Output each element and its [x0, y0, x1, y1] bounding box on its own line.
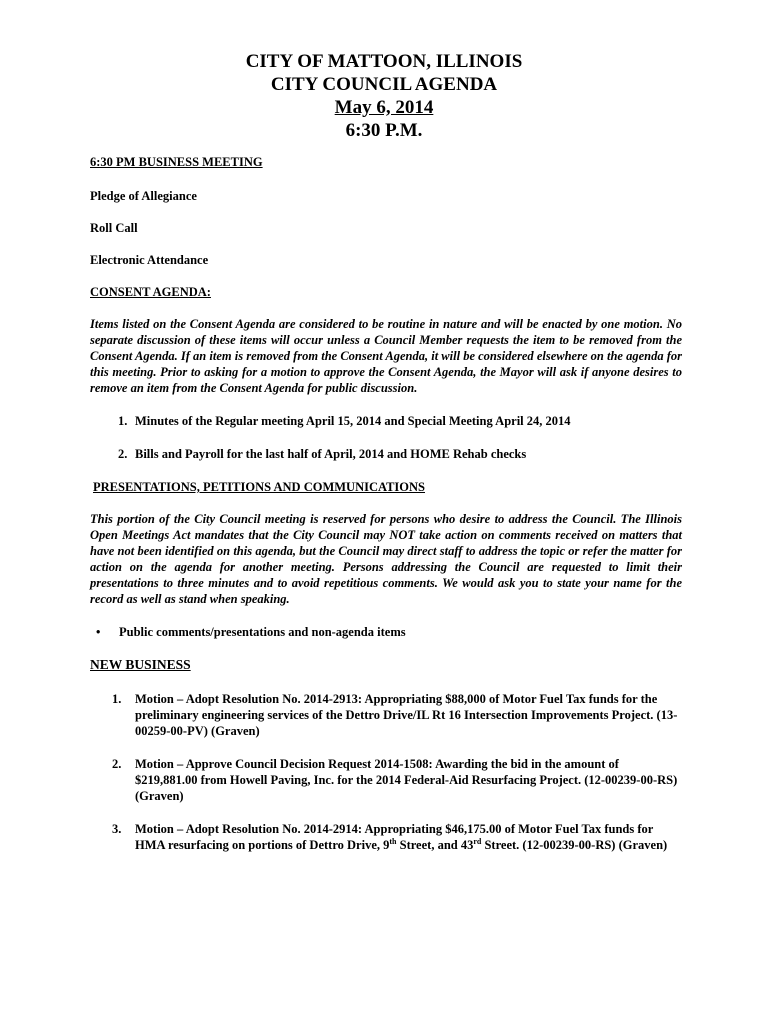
list-item: 2. Motion – Approve Council Decision Request 2014-1508: Awarding the bid in the amount of $219,881.00 from Howell Paving, Inc. for the 2014 Federal-Aid Resurfacing Project. (12-00239-00-RS) (Graven)	[112, 757, 678, 803]
business-meeting-heading: 6:30 PM BUSINESS MEETING	[90, 155, 263, 169]
new-business-heading: NEW BUSINESS	[90, 657, 191, 672]
list-item: 1. Minutes of the Regular meeting April 15, 2014 and Special Meeting April 24, 2014	[118, 414, 571, 428]
consent-agenda-heading: CONSENT AGENDA:	[90, 285, 211, 299]
new-business-list	[90, 691, 682, 853]
list-item: 1. Motion – Adopt Resolution No. 2014-2913: Appropriating $88,000 of Motor Fuel Tax funds for the preliminary engineering services of the Dettro Drive/IL Rt 16 Intersection Improvements Project. (13-00259-00-PV) (Graven)	[112, 692, 678, 738]
agenda-title: CITY COUNCIL AGENDA	[270, 74, 498, 95]
city-title: CITY OF MATTOON, ILLINOIS	[245, 51, 523, 72]
attendance-item: Electronic Attendance	[90, 253, 209, 267]
roll-call-item: Roll Call	[90, 221, 138, 235]
pledge-item: Pledge of Allegiance	[90, 189, 197, 203]
consent-agenda-list	[90, 413, 682, 462]
meeting-date: May 6, 2014	[334, 97, 434, 118]
agenda-page	[90, 50, 682, 853]
public-comments-item: • Public comments/presentations and non-agenda items	[96, 625, 406, 639]
presentations-description: This portion of the City Council meeting is reserved for persons who desire to address the Council. The Illinois Open Meetings Act mandates that the City Council may NOT take action on comments received on matters that have not been identified on this agenda, but the Council may direct staff to address the topic or refer the matter for action on the agenda for another meeting. Persons addressing the Council are requested to limit their presentations to three minutes and to avoid repetitious comments. We would ask you to state your name for the record as well as stand when speaking.	[90, 512, 682, 606]
list-item: 2. Bills and Payroll for the last half of April, 2014 and HOME Rehab checks	[118, 447, 527, 461]
agenda-header	[86, 50, 682, 142]
presentations-heading: PRESENTATIONS, PETITIONS AND COMMUNICATIONS	[93, 480, 425, 494]
bullet-icon: •	[96, 625, 101, 639]
consent-agenda-description: Items listed on the Consent Agenda are considered to be routine in nature and will be enacted by one motion. No separate discussion of these items will occur unless a Council Member requests the item to be removed from the Consent Agenda. If an item is removed from the Consent Agenda, it will be considered elsewhere on the agenda for this meeting. Prior to asking for a motion to approve the Consent Agenda, the Mayor will ask if anyone desires to remove an item from the Consent Agenda for public discussion.	[90, 317, 682, 395]
list-item: 3. Motion – Adopt Resolution No. 2014-2914: Appropriating $46,175.00 of Motor Fuel Tax funds for HMA resurfacing on portions of Dettro Drive, 9th Street, and 43rd Street. (12-00239-00-RS) (Graven)	[112, 822, 668, 852]
meeting-time: 6:30 P.M.	[345, 120, 423, 141]
